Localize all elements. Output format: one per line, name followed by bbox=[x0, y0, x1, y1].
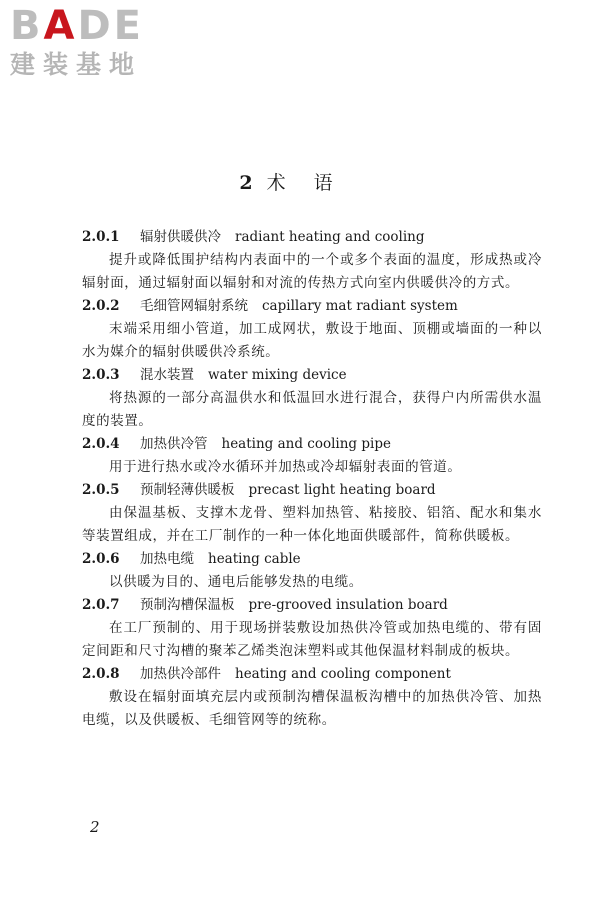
term-english: capillary mat radiant system bbox=[262, 298, 458, 314]
term-entry bbox=[82, 433, 542, 479]
term-english: radiant heating and cooling bbox=[235, 229, 425, 245]
term-chinese: 加热电缆 bbox=[140, 551, 194, 567]
term-number: 2.0.3 bbox=[82, 367, 120, 383]
term-english: heating cable bbox=[208, 551, 301, 567]
term-english: heating and cooling pipe bbox=[221, 436, 391, 452]
term-entry bbox=[82, 548, 542, 594]
logo-accent-letter: A bbox=[43, 3, 78, 49]
term-definition: 以供暖为目的、通电后能够发热的电缆。 bbox=[109, 574, 363, 590]
term-entry bbox=[82, 594, 542, 663]
term-heading bbox=[82, 433, 542, 456]
term-number: 2.0.7 bbox=[82, 597, 120, 613]
term-heading bbox=[82, 364, 542, 387]
term-heading bbox=[82, 663, 542, 686]
term-definition: 提升或降低围护结构内表面中的一个或多个表面的温度，形成热或冷辐射面，通过辐射面以辐射和对流的传热方式向室内供暖供冷的方式。 bbox=[82, 252, 542, 291]
term-entry bbox=[82, 479, 542, 548]
term-definition: 敷设在辐射面填充层内或预制沟槽保温板沟槽中的加热供冷管、加热电缆，以及供暖板、毛细管网等的统称。 bbox=[82, 689, 542, 728]
chapter-number: 2 bbox=[239, 172, 255, 194]
term-heading bbox=[82, 295, 542, 318]
term-heading bbox=[82, 226, 542, 249]
term-number: 2.0.8 bbox=[82, 666, 120, 682]
term-entry bbox=[82, 364, 542, 433]
term-chinese: 辐射供暖供冷 bbox=[140, 229, 221, 245]
term-heading bbox=[82, 594, 542, 617]
term-heading bbox=[82, 479, 542, 502]
term-english: pre-grooved insulation board bbox=[248, 597, 448, 613]
brand-logo bbox=[10, 4, 180, 80]
term-chinese: 毛细管网辐射系统 bbox=[140, 298, 248, 314]
term-number: 2.0.6 bbox=[82, 551, 120, 567]
term-definition: 在工厂预制的、用于现场拼装敷设加热供冷管或加热电缆的、带有固定间距和尺寸沟槽的聚苯乙烯类泡沫塑料或其他保温材料制成的板块。 bbox=[82, 620, 542, 659]
chapter-title bbox=[0, 168, 600, 195]
term-number: 2.0.2 bbox=[82, 298, 120, 314]
term-entry bbox=[82, 226, 542, 295]
logo-wordmark: BADE bbox=[10, 3, 144, 49]
term-english: water mixing device bbox=[208, 367, 347, 383]
term-definition: 末端采用细小管道，加工成网状，敷设于地面、顶棚或墙面的一种以水为媒介的辐射供暖供冷系统。 bbox=[82, 321, 542, 360]
term-english: heating and cooling component bbox=[235, 666, 451, 682]
term-entry bbox=[82, 295, 542, 364]
term-definition: 用于进行热水或冷水循环并加热或冷却辐射表面的管道。 bbox=[109, 459, 462, 475]
term-chinese: 预制轻薄供暖板 bbox=[140, 482, 235, 498]
term-definition: 将热源的一部分高温供水和低温回水进行混合，获得户内所需供水温度的装置。 bbox=[82, 390, 542, 429]
chapter-heading: 术语 bbox=[266, 172, 361, 194]
term-number: 2.0.1 bbox=[82, 229, 120, 245]
logo-tagline: 建装基地 bbox=[10, 50, 143, 79]
page-number: 2 bbox=[90, 818, 100, 836]
term-entry bbox=[82, 663, 542, 732]
term-number: 2.0.5 bbox=[82, 482, 120, 498]
term-definition: 由保温基板、支撑木龙骨、塑料加热管、粘接胶、铝箔、配水和集水等装置组成，并在工厂制作的一种一体化地面供暖部件，简称供暖板。 bbox=[82, 505, 542, 544]
terms-list bbox=[82, 226, 542, 732]
term-chinese: 混水装置 bbox=[140, 367, 194, 383]
term-number: 2.0.4 bbox=[82, 436, 120, 452]
term-chinese: 加热供冷部件 bbox=[140, 666, 221, 682]
term-heading bbox=[82, 548, 542, 571]
term-chinese: 预制沟槽保温板 bbox=[140, 597, 235, 613]
term-chinese: 加热供冷管 bbox=[140, 436, 208, 452]
term-english: precast light heating board bbox=[248, 482, 436, 498]
